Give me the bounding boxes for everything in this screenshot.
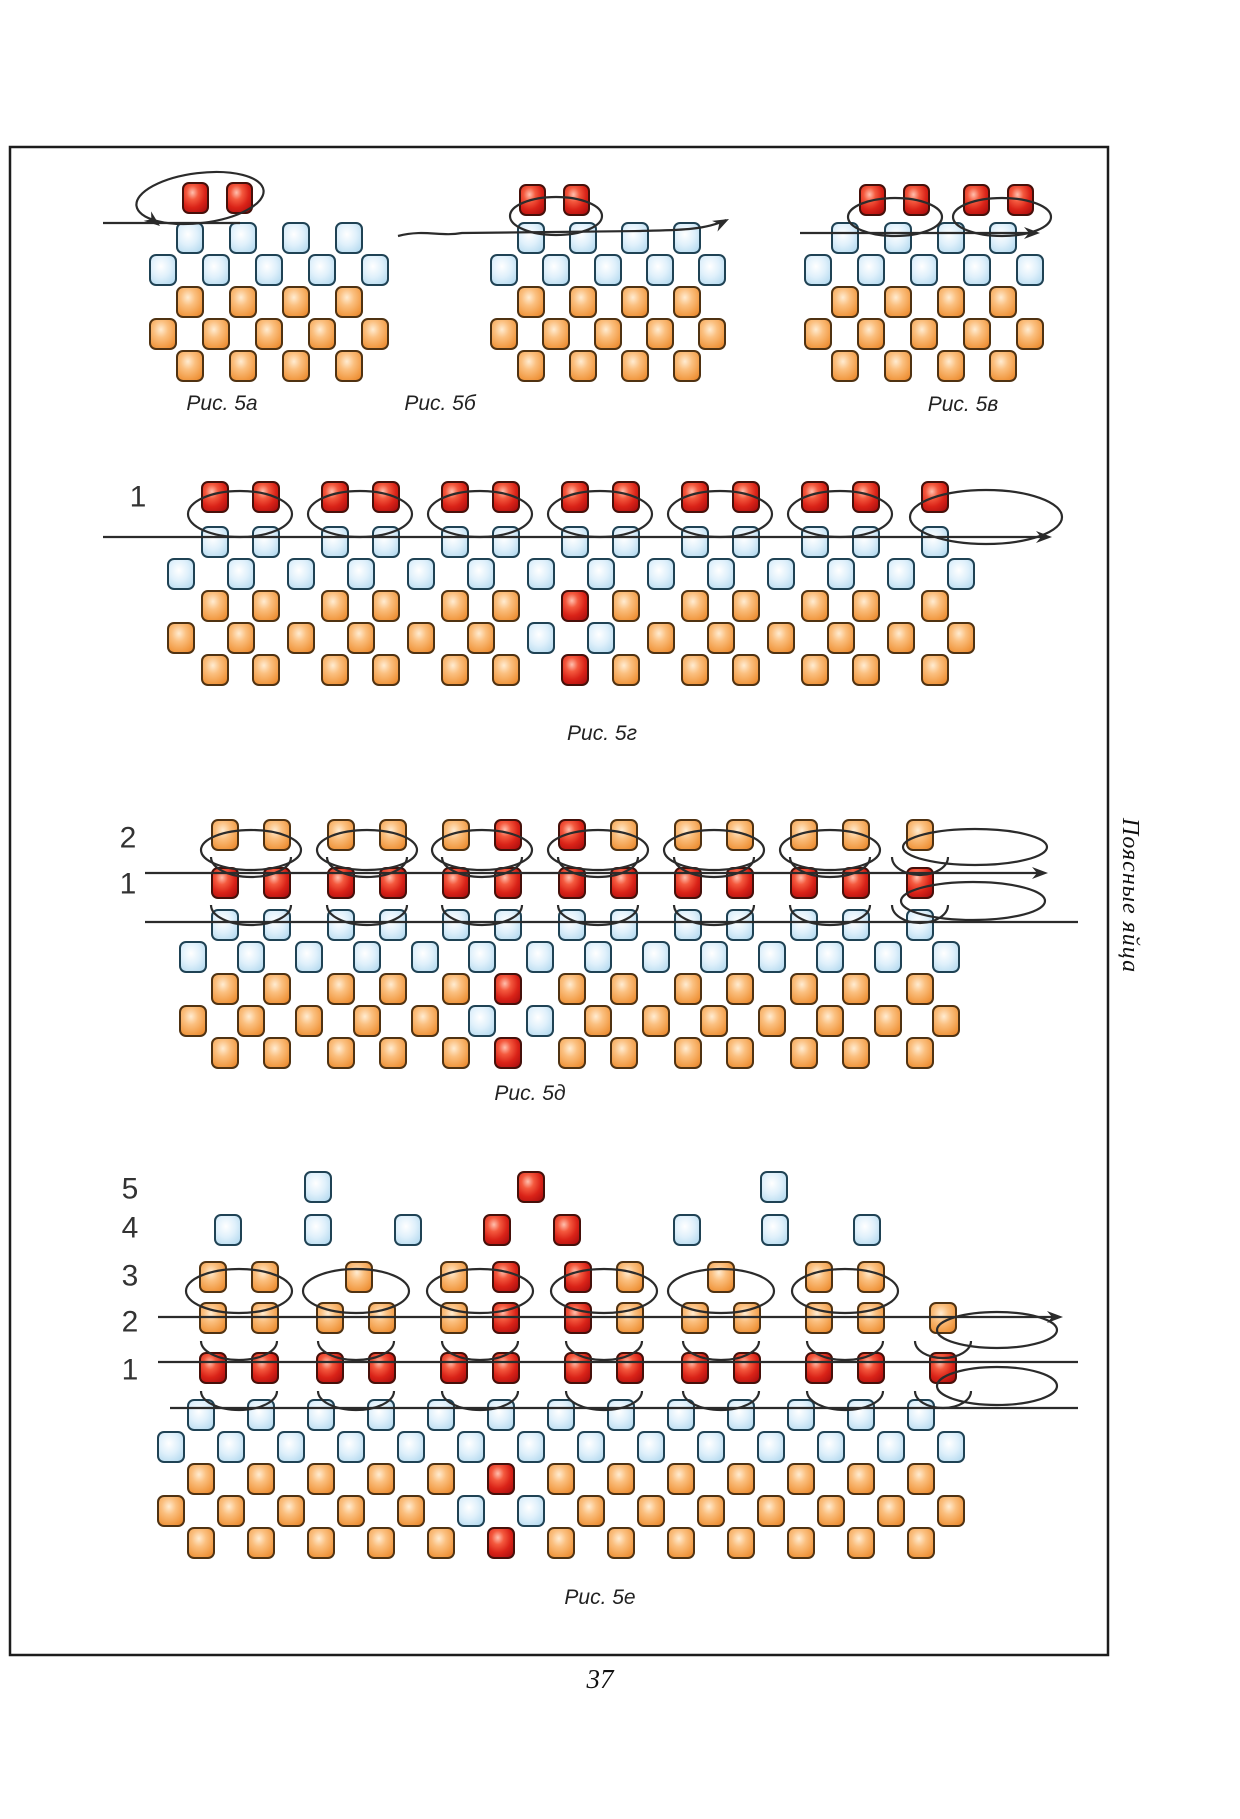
orange-bead bbox=[368, 1464, 394, 1494]
page-number: 37 bbox=[586, 1664, 614, 1694]
orange-bead bbox=[188, 1464, 214, 1494]
orange-bead bbox=[543, 319, 569, 349]
figure-caption: Рис. 5в bbox=[927, 393, 999, 416]
orange-bead bbox=[1017, 319, 1043, 349]
blue-bead bbox=[701, 942, 727, 972]
blue-bead bbox=[643, 942, 669, 972]
blue-bead bbox=[150, 255, 176, 285]
blue-bead bbox=[354, 942, 380, 972]
orange-bead bbox=[708, 623, 734, 653]
orange-bead bbox=[348, 623, 374, 653]
blue-bead bbox=[817, 942, 843, 972]
orange-bead bbox=[283, 287, 309, 317]
orange-bead bbox=[853, 655, 879, 685]
orange-bead bbox=[362, 319, 388, 349]
figure-caption: Рис. 5а bbox=[186, 392, 258, 415]
red-bead bbox=[495, 1038, 521, 1068]
blue-bead bbox=[203, 255, 229, 285]
blue-bead bbox=[911, 255, 937, 285]
blue-bead bbox=[674, 1215, 700, 1245]
blue-bead bbox=[805, 255, 831, 285]
blue-bead bbox=[468, 559, 494, 589]
orange-bead bbox=[309, 319, 335, 349]
blue-bead bbox=[256, 255, 282, 285]
blue-bead bbox=[305, 1172, 331, 1202]
blue-bead bbox=[230, 223, 256, 253]
orange-bead bbox=[622, 351, 648, 381]
orange-bead bbox=[805, 319, 831, 349]
blue-bead bbox=[548, 1400, 574, 1430]
blue-bead bbox=[595, 255, 621, 285]
red-bead bbox=[562, 655, 588, 685]
orange-bead bbox=[938, 351, 964, 381]
orange-bead bbox=[443, 1038, 469, 1068]
orange-bead bbox=[412, 1006, 438, 1036]
orange-bead bbox=[200, 1262, 226, 1292]
blue-bead bbox=[458, 1496, 484, 1526]
orange-bead bbox=[885, 351, 911, 381]
red-bead bbox=[565, 1262, 591, 1292]
orange-bead bbox=[647, 319, 673, 349]
orange-bead bbox=[373, 591, 399, 621]
orange-bead bbox=[608, 1528, 634, 1558]
orange-bead bbox=[238, 1006, 264, 1036]
orange-bead bbox=[177, 287, 203, 317]
blue-bead bbox=[762, 1215, 788, 1245]
orange-bead bbox=[648, 623, 674, 653]
blue-bead bbox=[518, 223, 544, 253]
red-bead bbox=[495, 974, 521, 1004]
orange-bead bbox=[708, 1262, 734, 1292]
orange-bead bbox=[617, 1262, 643, 1292]
blue-bead bbox=[348, 559, 374, 589]
orange-bead bbox=[559, 974, 585, 1004]
blue-bead bbox=[408, 559, 434, 589]
blue-bead bbox=[215, 1215, 241, 1245]
blue-bead bbox=[875, 942, 901, 972]
orange-bead bbox=[759, 1006, 785, 1036]
orange-bead bbox=[548, 1464, 574, 1494]
orange-bead bbox=[938, 1496, 964, 1526]
blue-bead bbox=[728, 1400, 754, 1430]
orange-bead bbox=[843, 1038, 869, 1068]
orange-bead bbox=[578, 1496, 604, 1526]
row-number-label: 1 bbox=[119, 867, 137, 901]
red-bead bbox=[562, 591, 588, 621]
red-bead bbox=[518, 1172, 544, 1202]
blue-bead bbox=[238, 942, 264, 972]
thread-loop bbox=[901, 882, 1045, 920]
orange-bead bbox=[791, 1038, 817, 1068]
blue-bead bbox=[588, 623, 614, 653]
orange-bead bbox=[643, 1006, 669, 1036]
orange-bead bbox=[252, 1262, 278, 1292]
orange-bead bbox=[622, 287, 648, 317]
orange-bead bbox=[727, 1038, 753, 1068]
orange-bead bbox=[202, 655, 228, 685]
thread-loop bbox=[937, 1367, 1057, 1405]
blue-bead bbox=[398, 1432, 424, 1462]
sidebar-chapter-title: Поясные яйца bbox=[1117, 818, 1143, 974]
orange-bead bbox=[908, 1464, 934, 1494]
blue-bead bbox=[990, 223, 1016, 253]
orange-bead bbox=[491, 319, 517, 349]
orange-bead bbox=[380, 974, 406, 1004]
orange-bead bbox=[817, 1006, 843, 1036]
orange-bead bbox=[518, 351, 544, 381]
orange-bead bbox=[158, 1496, 184, 1526]
blue-bead bbox=[518, 1496, 544, 1526]
orange-bead bbox=[668, 1464, 694, 1494]
orange-bead bbox=[218, 1496, 244, 1526]
orange-bead bbox=[212, 974, 238, 1004]
blue-bead bbox=[168, 559, 194, 589]
blue-bead bbox=[469, 942, 495, 972]
orange-bead bbox=[559, 1038, 585, 1068]
orange-bead bbox=[675, 974, 701, 1004]
orange-bead bbox=[613, 655, 639, 685]
orange-bead bbox=[668, 1528, 694, 1558]
orange-bead bbox=[322, 655, 348, 685]
orange-bead bbox=[570, 351, 596, 381]
orange-bead bbox=[728, 1528, 754, 1558]
blue-bead bbox=[528, 559, 554, 589]
blue-bead bbox=[828, 559, 854, 589]
orange-bead bbox=[858, 319, 884, 349]
blue-bead bbox=[336, 223, 362, 253]
blue-bead bbox=[158, 1432, 184, 1462]
blue-bead bbox=[699, 255, 725, 285]
orange-bead bbox=[788, 1528, 814, 1558]
blue-bead bbox=[964, 255, 990, 285]
blue-bead bbox=[305, 1215, 331, 1245]
fig-5g bbox=[103, 481, 1062, 746]
blue-bead bbox=[885, 223, 911, 253]
orange-bead bbox=[336, 287, 362, 317]
blue-bead bbox=[938, 1432, 964, 1462]
thread-loop bbox=[188, 491, 292, 537]
row-number-label: 1 bbox=[121, 1353, 139, 1387]
orange-bead bbox=[338, 1496, 364, 1526]
orange-bead bbox=[933, 1006, 959, 1036]
blue-bead bbox=[228, 559, 254, 589]
thread-loop bbox=[668, 491, 772, 537]
orange-bead bbox=[832, 287, 858, 317]
orange-bead bbox=[180, 1006, 206, 1036]
blue-bead bbox=[588, 559, 614, 589]
orange-bead bbox=[368, 1528, 394, 1558]
fig-5v bbox=[800, 185, 1051, 416]
orange-bead bbox=[585, 1006, 611, 1036]
orange-bead bbox=[611, 1038, 637, 1068]
row-number-label: 5 bbox=[121, 1172, 139, 1206]
blue-bead bbox=[527, 1006, 553, 1036]
orange-bead bbox=[888, 623, 914, 653]
row-number-label: 2 bbox=[119, 821, 137, 855]
blue-bead bbox=[338, 1432, 364, 1462]
orange-bead bbox=[843, 974, 869, 1004]
blue-bead bbox=[278, 1432, 304, 1462]
red-bead bbox=[488, 1528, 514, 1558]
orange-bead bbox=[853, 591, 879, 621]
orange-bead bbox=[264, 974, 290, 1004]
orange-bead bbox=[288, 623, 314, 653]
blue-bead bbox=[488, 1400, 514, 1430]
figure-caption: Рис. 5е bbox=[564, 1586, 636, 1609]
blue-bead bbox=[491, 255, 517, 285]
thread-loop bbox=[788, 491, 892, 537]
orange-bead bbox=[595, 319, 621, 349]
figure-caption: Рис. 5г bbox=[567, 722, 637, 745]
blue-bead bbox=[698, 1432, 724, 1462]
orange-bead bbox=[493, 655, 519, 685]
red-bead bbox=[554, 1215, 580, 1245]
blue-bead bbox=[708, 559, 734, 589]
blue-bead bbox=[638, 1432, 664, 1462]
orange-bead bbox=[177, 351, 203, 381]
row-number-label: 3 bbox=[121, 1259, 139, 1293]
orange-bead bbox=[570, 287, 596, 317]
orange-bead bbox=[922, 591, 948, 621]
blue-bead bbox=[1017, 255, 1043, 285]
orange-bead bbox=[518, 287, 544, 317]
orange-bead bbox=[188, 1528, 214, 1558]
red-bead bbox=[183, 183, 208, 213]
row-number-label: 4 bbox=[121, 1211, 139, 1245]
blue-bead bbox=[948, 559, 974, 589]
blue-bead bbox=[759, 942, 785, 972]
orange-bead bbox=[202, 591, 228, 621]
orange-bead bbox=[791, 974, 817, 1004]
blue-bead bbox=[922, 527, 948, 557]
orange-bead bbox=[682, 591, 708, 621]
orange-bead bbox=[675, 1038, 701, 1068]
orange-bead bbox=[828, 623, 854, 653]
blue-bead bbox=[647, 255, 673, 285]
orange-bead bbox=[698, 1496, 724, 1526]
orange-bead bbox=[818, 1496, 844, 1526]
orange-bead bbox=[907, 1038, 933, 1068]
thread-loop bbox=[548, 491, 652, 537]
orange-bead bbox=[253, 591, 279, 621]
blue-bead bbox=[668, 1400, 694, 1430]
thread-arrow-icon bbox=[712, 214, 732, 232]
blue-bead bbox=[858, 255, 884, 285]
thread-loop bbox=[428, 491, 532, 537]
orange-bead bbox=[727, 974, 753, 1004]
orange-bead bbox=[938, 287, 964, 317]
orange-bead bbox=[885, 287, 911, 317]
red-bead bbox=[484, 1215, 510, 1245]
fig-5a bbox=[103, 165, 388, 415]
blue-bead bbox=[362, 255, 388, 285]
orange-bead bbox=[346, 1262, 372, 1292]
orange-bead bbox=[308, 1528, 334, 1558]
blue-bead bbox=[528, 623, 554, 653]
blue-bead bbox=[412, 942, 438, 972]
orange-bead bbox=[608, 1464, 634, 1494]
blue-bead bbox=[428, 1400, 454, 1430]
orange-bead bbox=[443, 974, 469, 1004]
blue-bead bbox=[758, 1432, 784, 1462]
blue-bead bbox=[469, 1006, 495, 1036]
orange-bead bbox=[264, 1038, 290, 1068]
orange-bead bbox=[441, 1262, 467, 1292]
orange-bead bbox=[248, 1464, 274, 1494]
blue-bead bbox=[854, 1215, 880, 1245]
orange-bead bbox=[548, 1528, 574, 1558]
red-bead bbox=[488, 1464, 514, 1494]
orange-bead bbox=[948, 623, 974, 653]
orange-bead bbox=[308, 1464, 334, 1494]
orange-bead bbox=[493, 591, 519, 621]
orange-bead bbox=[907, 974, 933, 1004]
orange-bead bbox=[442, 591, 468, 621]
blue-bead bbox=[888, 559, 914, 589]
orange-bead bbox=[802, 655, 828, 685]
orange-bead bbox=[354, 1006, 380, 1036]
orange-bead bbox=[468, 623, 494, 653]
orange-bead bbox=[296, 1006, 322, 1036]
orange-bead bbox=[168, 623, 194, 653]
orange-bead bbox=[328, 1038, 354, 1068]
thread-loop bbox=[308, 491, 412, 537]
orange-bead bbox=[788, 1464, 814, 1494]
blue-bead bbox=[878, 1432, 904, 1462]
orange-bead bbox=[858, 1262, 884, 1292]
blue-bead bbox=[648, 559, 674, 589]
blue-bead bbox=[768, 559, 794, 589]
orange-bead bbox=[682, 655, 708, 685]
orange-bead bbox=[875, 1006, 901, 1036]
orange-bead bbox=[150, 319, 176, 349]
orange-bead bbox=[328, 974, 354, 1004]
red-bead bbox=[493, 1262, 519, 1292]
orange-bead bbox=[336, 351, 362, 381]
blue-bead bbox=[761, 1172, 787, 1202]
thread-loop bbox=[510, 197, 602, 235]
row-number-label: 2 bbox=[121, 1305, 139, 1339]
figure-caption: Рис. 5б bbox=[404, 392, 476, 415]
blue-bead bbox=[288, 559, 314, 589]
row-number-label: 1 bbox=[129, 480, 147, 514]
orange-bead bbox=[802, 591, 828, 621]
orange-bead bbox=[248, 1528, 274, 1558]
blue-bead bbox=[933, 942, 959, 972]
blue-bead bbox=[908, 1400, 934, 1430]
orange-bead bbox=[832, 351, 858, 381]
blue-bead bbox=[296, 942, 322, 972]
blue-bead bbox=[283, 223, 309, 253]
orange-bead bbox=[674, 287, 700, 317]
orange-bead bbox=[613, 591, 639, 621]
blue-bead bbox=[177, 223, 203, 253]
orange-bead bbox=[408, 623, 434, 653]
blue-bead bbox=[578, 1432, 604, 1462]
orange-bead bbox=[911, 319, 937, 349]
blue-bead bbox=[818, 1432, 844, 1462]
blue-bead bbox=[395, 1215, 421, 1245]
orange-bead bbox=[768, 623, 794, 653]
blue-bead bbox=[527, 942, 553, 972]
orange-bead bbox=[256, 319, 282, 349]
orange-bead bbox=[922, 655, 948, 685]
orange-bead bbox=[990, 287, 1016, 317]
orange-bead bbox=[442, 655, 468, 685]
orange-bead bbox=[322, 591, 348, 621]
orange-bead bbox=[253, 655, 279, 685]
blue-bead bbox=[622, 223, 648, 253]
orange-bead bbox=[878, 1496, 904, 1526]
blue-bead bbox=[180, 942, 206, 972]
fig-5e bbox=[122, 1172, 1078, 1609]
blue-bead bbox=[585, 942, 611, 972]
orange-bead bbox=[611, 974, 637, 1004]
blue-bead bbox=[248, 1400, 274, 1430]
blue-bead bbox=[788, 1400, 814, 1430]
orange-bead bbox=[428, 1528, 454, 1558]
orange-bead bbox=[806, 1262, 832, 1292]
blue-bead bbox=[458, 1432, 484, 1462]
orange-bead bbox=[230, 351, 256, 381]
orange-bead bbox=[212, 1038, 238, 1068]
fig-5d bbox=[120, 820, 1078, 1105]
blue-bead bbox=[218, 1432, 244, 1462]
orange-bead bbox=[428, 1464, 454, 1494]
orange-bead bbox=[733, 591, 759, 621]
orange-bead bbox=[908, 1528, 934, 1558]
orange-bead bbox=[701, 1006, 727, 1036]
orange-bead bbox=[758, 1496, 784, 1526]
orange-bead bbox=[230, 287, 256, 317]
blue-bead bbox=[309, 255, 335, 285]
orange-bead bbox=[990, 351, 1016, 381]
orange-bead bbox=[699, 319, 725, 349]
orange-bead bbox=[848, 1528, 874, 1558]
orange-bead bbox=[398, 1496, 424, 1526]
orange-bead bbox=[380, 1038, 406, 1068]
orange-bead bbox=[674, 351, 700, 381]
orange-bead bbox=[278, 1496, 304, 1526]
figure-caption: Рис. 5д bbox=[494, 1082, 566, 1105]
orange-bead bbox=[283, 351, 309, 381]
orange-bead bbox=[373, 655, 399, 685]
orange-bead bbox=[638, 1496, 664, 1526]
orange-bead bbox=[733, 655, 759, 685]
orange-bead bbox=[964, 319, 990, 349]
orange-bead bbox=[203, 319, 229, 349]
orange-bead bbox=[228, 623, 254, 653]
blue-bead bbox=[518, 1432, 544, 1462]
orange-bead bbox=[848, 1464, 874, 1494]
fig-5b bbox=[398, 185, 732, 415]
blue-bead bbox=[543, 255, 569, 285]
orange-bead bbox=[728, 1464, 754, 1494]
